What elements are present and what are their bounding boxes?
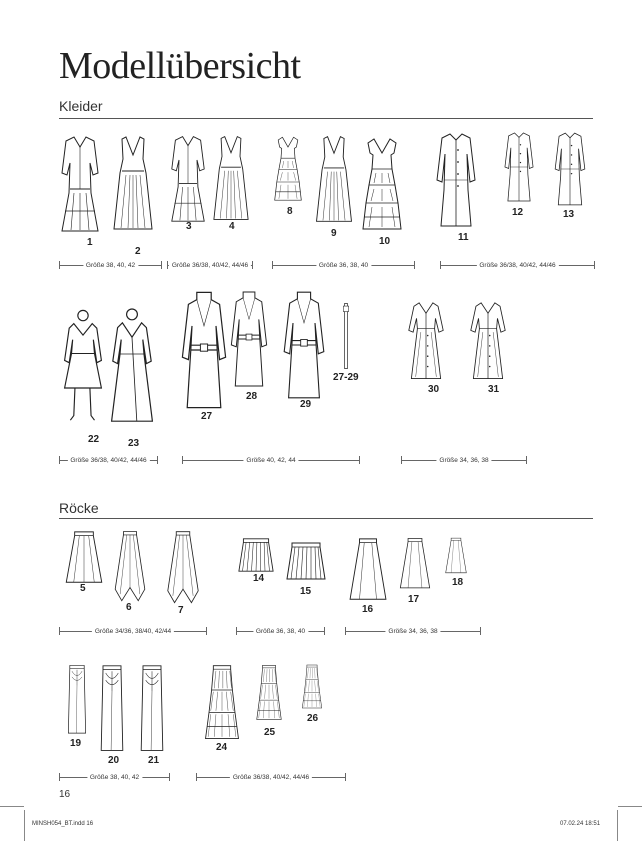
size-range-bar [59, 455, 158, 467]
slug-timestamp: 07.02.24 18:51 [560, 821, 601, 827]
crop-mark [617, 810, 618, 841]
model-number: 27 [201, 411, 213, 422]
dress-figure-12 [495, 130, 543, 204]
size-range-label: Größe 38, 40, 42 [83, 260, 138, 272]
size-range-label: Größe 34, 36, 38 [385, 626, 440, 638]
dress-figure-11 [432, 130, 480, 230]
model-number: 4 [229, 221, 235, 232]
size-range-bar [440, 260, 595, 272]
size-range-bar [167, 260, 253, 272]
size-range-bar [401, 455, 527, 467]
dress-figure-2 [113, 133, 153, 233]
size-range-label: Größe 34, 36, 38 [436, 455, 491, 467]
model-number: 2 [135, 246, 141, 257]
slug-file-info: MINSH054_BT.indd 16 [32, 821, 94, 827]
skirt-figure-17 [393, 537, 437, 591]
section-heading-dresses: Kleider [59, 98, 103, 114]
skirt-figure-19 [62, 664, 92, 736]
size-range-bar [182, 455, 360, 467]
model-number: 23 [128, 438, 140, 449]
skirt-figure-5 [65, 530, 103, 586]
skirt-figure-18 [438, 537, 474, 575]
model-number: 22 [88, 434, 100, 445]
size-range-label: Größe 36, 38, 40 [316, 260, 371, 272]
section-rule [59, 518, 593, 519]
model-number: 3 [186, 221, 192, 232]
crop-mark [24, 810, 25, 841]
page-number: 16 [59, 789, 71, 800]
size-range-bar [59, 626, 207, 638]
skirt-figure-20 [97, 664, 127, 754]
dress-figure-29 [280, 290, 328, 400]
dress-figure-13 [548, 130, 592, 208]
dress-figure-28 [228, 290, 270, 388]
size-range-bar [59, 772, 170, 784]
dress-figure-8 [270, 133, 306, 203]
model-number: 21 [148, 755, 160, 766]
model-number: 19 [70, 738, 82, 749]
model-number: 12 [512, 207, 524, 218]
size-range-label: Größe 40, 42, 44 [243, 455, 298, 467]
size-range-label: Größe 36/38, 40/42, 44/46 [230, 772, 312, 784]
model-number: 29 [300, 399, 312, 410]
section-rule [59, 118, 593, 119]
dress-figure-31 [460, 296, 516, 382]
dress-figure-23 [108, 296, 156, 436]
model-number: 26 [307, 713, 319, 724]
model-number: 5 [80, 583, 86, 594]
dress-figure-4 [211, 133, 251, 223]
model-number: 6 [126, 602, 132, 613]
model-number: 25 [264, 727, 276, 738]
size-range-label: Größe 36/38, 40/42, 44/46 [476, 260, 558, 272]
crop-mark [0, 806, 24, 807]
dress-figure-1 [60, 133, 100, 233]
size-range-label: Größe 38, 40, 42 [87, 772, 142, 784]
model-number: 20 [108, 755, 120, 766]
size-range-bar [272, 260, 415, 272]
size-range-bar [236, 626, 325, 638]
model-number: 11 [458, 232, 469, 243]
size-range-label: Größe 36, 38, 40 [253, 626, 308, 638]
skirt-figure-14 [236, 537, 276, 573]
model-number: 14 [253, 573, 265, 584]
section-heading-skirts: Röcke [59, 500, 99, 516]
skirt-figure-16 [345, 537, 391, 603]
dress-figure-30 [402, 296, 450, 382]
crop-mark [618, 806, 642, 807]
model-number: 27-29 [333, 372, 359, 383]
size-range-label: Größe 34/36, 38/40, 42/44 [92, 626, 174, 638]
skirt-figure-25 [250, 664, 288, 722]
skirt-figure-7 [159, 530, 207, 606]
belt-figure-27-29 [340, 302, 352, 370]
size-range-bar [196, 772, 346, 784]
model-number: 28 [246, 391, 258, 402]
model-number: 15 [300, 586, 312, 597]
dress-figure-10 [362, 133, 402, 233]
dress-figure-3 [168, 133, 208, 223]
skirt-figure-6 [106, 530, 154, 604]
model-number: 17 [408, 594, 420, 605]
page-title: Modellübersicht [59, 45, 301, 87]
model-number: 30 [428, 384, 440, 395]
model-number: 1 [87, 237, 93, 248]
size-range-label: Größe 36/38, 40/42, 44/46 [169, 260, 251, 272]
model-number: 8 [287, 206, 293, 217]
size-range-label: Größe 36/38, 40/42, 44/46 [67, 455, 149, 467]
model-number: 18 [452, 577, 464, 588]
model-number: 31 [488, 384, 500, 395]
dress-figure-9 [314, 133, 354, 225]
dress-figure-22 [60, 296, 106, 434]
size-range-bar [59, 260, 162, 272]
model-number: 10 [379, 236, 391, 247]
skirt-figure-21 [136, 664, 168, 754]
model-number: 24 [216, 742, 228, 753]
model-number: 9 [331, 228, 337, 239]
model-number: 13 [563, 209, 575, 220]
dress-figure-27 [180, 290, 228, 410]
model-number: 7 [178, 605, 184, 616]
skirt-figure-15 [286, 537, 326, 585]
model-number: 16 [362, 604, 374, 615]
skirt-figure-24 [200, 664, 244, 742]
size-range-bar [345, 626, 481, 638]
skirt-figure-26 [294, 664, 330, 710]
